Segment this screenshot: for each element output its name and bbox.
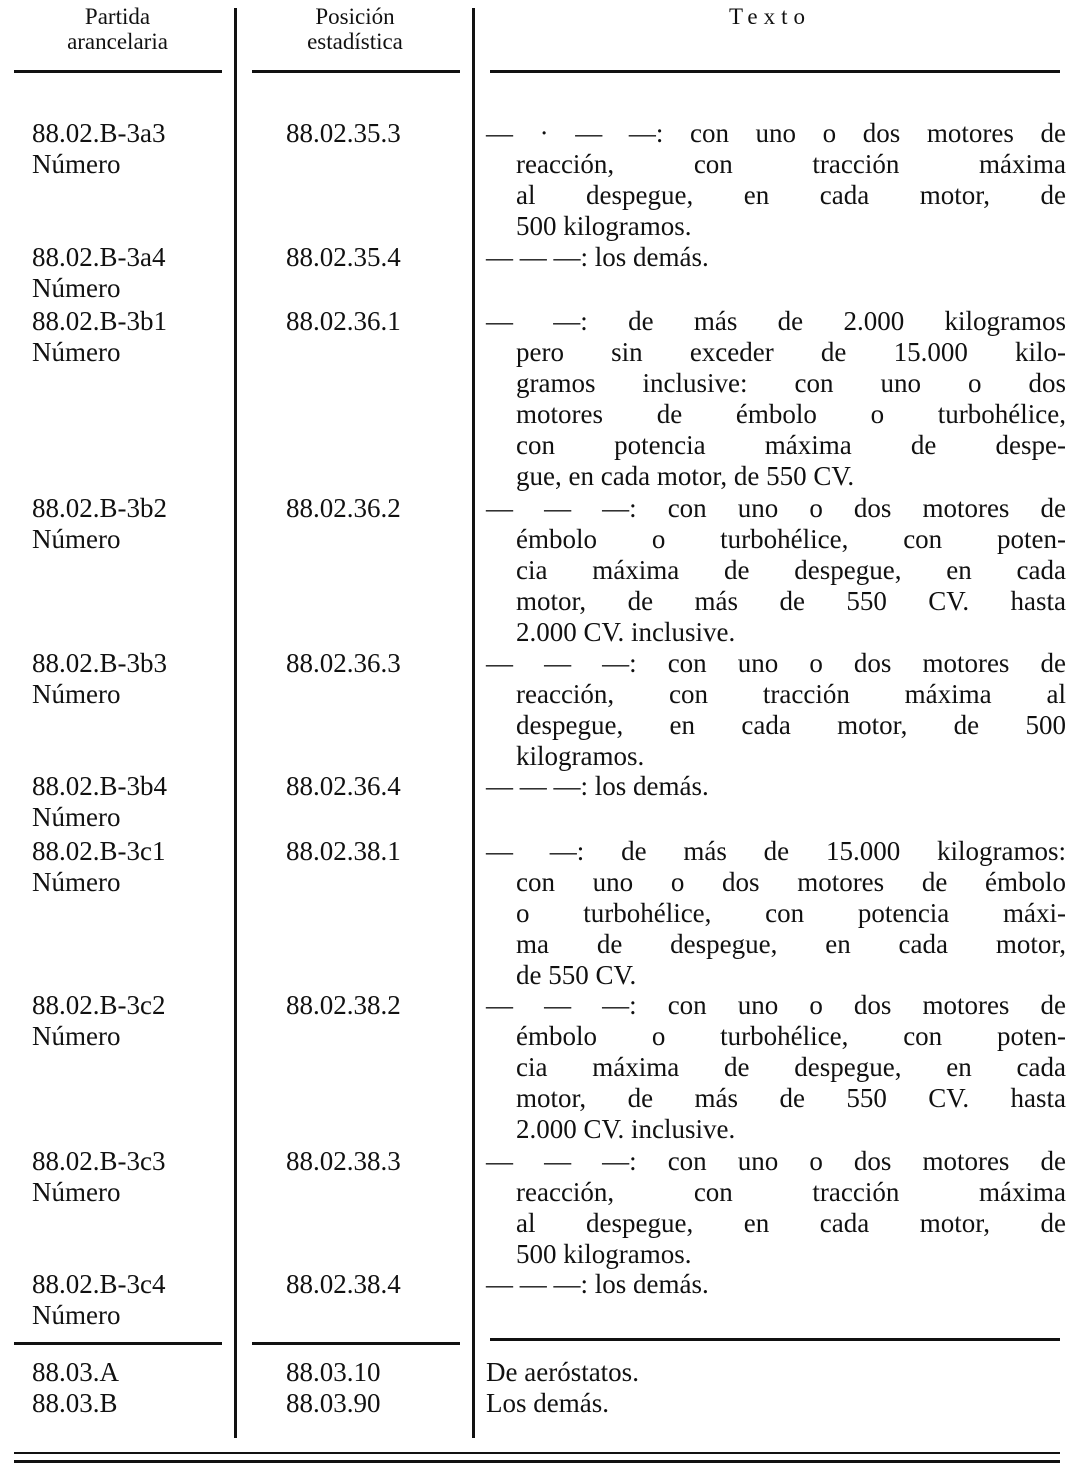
table-row-position: 88.02.38.2 bbox=[286, 990, 401, 1020]
table-row-text: — — —: con uno o dos motores de reacción, con tracción máxima al despegue, en cada motor, de 500 kilogramos. bbox=[486, 1146, 1066, 1269]
section-rule-1 bbox=[14, 1342, 222, 1345]
header-rule-2 bbox=[252, 70, 460, 73]
column-divider-2 bbox=[472, 8, 475, 1438]
table-row-code: 88.02.B-3b1 Número bbox=[32, 306, 167, 367]
table-row-code: 88.02.B-3b2 Número bbox=[32, 493, 167, 554]
bottom-rule-top bbox=[14, 1452, 1060, 1454]
table-row-position: 88.03.10 bbox=[286, 1357, 381, 1387]
table-row-code: 88.03.A bbox=[32, 1357, 119, 1387]
header-posicion-estadistica: Posición estadística bbox=[307, 4, 403, 54]
table-row-text: — — —: con uno o dos motores de reacción, con tracción máxima al despegue, en cada motor, de 500 kilogramos. bbox=[486, 648, 1066, 771]
table-row-text: De aeróstatos. bbox=[486, 1357, 639, 1387]
table-row-code: 88.02.B-3c2 Número bbox=[32, 990, 166, 1051]
header-rule-1 bbox=[14, 70, 222, 73]
table-row-position: 88.02.38.1 bbox=[286, 836, 401, 866]
table-row-position: 88.02.36.3 bbox=[286, 648, 401, 678]
table-row-position: 88.02.35.3 bbox=[286, 118, 401, 148]
table-row-position: 88.03.90 bbox=[286, 1388, 381, 1418]
header-rule-3 bbox=[490, 70, 1060, 73]
table-row-text: — — —: los demás. bbox=[486, 771, 709, 801]
table-row-text: — — —: los demás. bbox=[486, 1269, 709, 1299]
table-row-code: 88.02.B-3c1 Número bbox=[32, 836, 166, 897]
table-row-text: — —: de más de 2.000 kilogramos pero sin exceder de 15.000 kilo- gramos inclusive: con uno o dos motores de émbolo o turbohélice, con potencia máxima de despe- gue, en cada motor, de 550 CV. bbox=[486, 306, 1066, 491]
table-row-code: 88.03.B bbox=[32, 1388, 118, 1418]
table-row-code: 88.02.B-3c4 Número bbox=[32, 1269, 166, 1330]
table-row-text: — —: de más de 15.000 kilogramos: con uno o dos motores de émbolo o turbohélice, con potencia máxi- ma de despegue, en cada motor, de 550 CV. bbox=[486, 836, 1066, 990]
table-row-code: 88.02.B-3c3 Número bbox=[32, 1146, 166, 1207]
header-texto: Texto bbox=[728, 4, 812, 29]
table-row-text: — — —: con uno o dos motores de émbolo o turbohélice, con poten- cia máxima de despegue, en cada motor, de más de 550 CV. hasta 2.000 CV. inclusive. bbox=[486, 990, 1066, 1144]
table-row-position: 88.02.36.2 bbox=[286, 493, 401, 523]
table-row-position: 88.02.36.1 bbox=[286, 306, 401, 336]
table-row-code: 88.02.B-3a4 Número bbox=[32, 242, 166, 303]
table-row-text: — — —: con uno o dos motores de émbolo o turbohélice, con poten- cia máxima de despegue, en cada motor, de más de 550 CV. hasta 2.000 CV. inclusive. bbox=[486, 493, 1066, 647]
header-partida-arancelaria: Partida arancelaria bbox=[67, 4, 168, 54]
table-row-position: 88.02.35.4 bbox=[286, 242, 401, 272]
table-row-code: 88.02.B-3a3 Número bbox=[32, 118, 166, 179]
table-row-code: 88.02.B-3b3 Número bbox=[32, 648, 167, 709]
column-divider-1 bbox=[234, 8, 237, 1438]
table-row-code: 88.02.B-3b4 Número bbox=[32, 771, 167, 832]
bottom-rule-bottom bbox=[14, 1460, 1060, 1463]
table-row-position: 88.02.38.4 bbox=[286, 1269, 401, 1299]
table-row-position: 88.02.38.3 bbox=[286, 1146, 401, 1176]
table-row-text: — — —: los demás. bbox=[486, 242, 709, 272]
table-row-text: Los demás. bbox=[486, 1388, 609, 1418]
table-row-position: 88.02.36.4 bbox=[286, 771, 401, 801]
section-rule-3 bbox=[490, 1338, 1060, 1341]
table-row-text: — · — —: con uno o dos motores de reacción, con tracción máxima al despegue, en cada motor, de 500 kilogramos. bbox=[486, 118, 1066, 241]
section-rule-2 bbox=[252, 1342, 460, 1345]
